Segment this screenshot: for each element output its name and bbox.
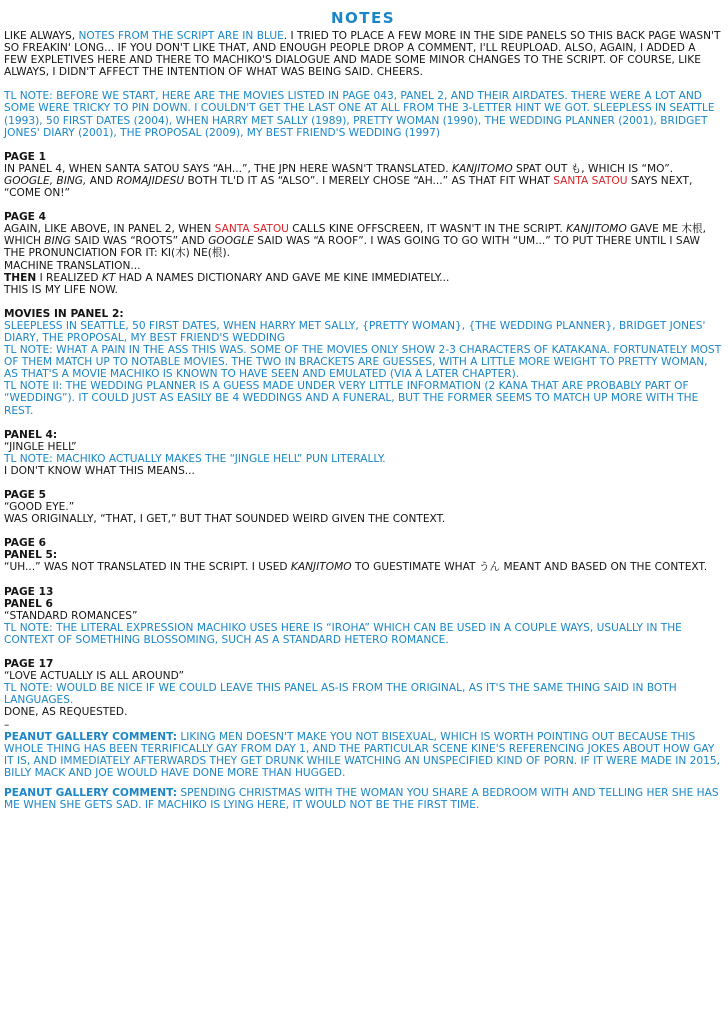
page4-heading: PAGE 4 <box>4 211 46 224</box>
panel4-note: TL NOTE: MACHIKO ACTUALLY MAKES THE “JINGLE HELL” PUN LITERALLY. <box>4 452 386 465</box>
panel4-comment: I DON'T KNOW WHAT THIS MEANS... <box>4 464 195 477</box>
page17-note: TL NOTE: WOULD BE NICE IF WE COULD LEAVE THIS PANEL AS-IS FROM THE ORIGINAL, AS IT'S THE SAME THING SAID IN BOTH LANGUAGES. <box>4 682 677 707</box>
page-title: NOTES <box>330 9 396 27</box>
tl-intro-note: TL NOTE: BEFORE WE START, HERE ARE THE MOVIES LISTED IN PAGE 043, PANEL 2, AND THEIR AIRDATES. THERE WERE A LOT AND SOME WERE TRICKY TO PIN DOWN. I COULDN'T GET THE LAST ONE AT ALL FROM THE 3-LETTER HINT WE GOT. SLEEPLESS IN SEATTLE (1993), 50 FIRST DATES (2004), WHEN HARRY MET SALLY (1989), PRETTY WOMAN (1990), THE WEDDING PLANNER (2001), BRIDGET JONES' DIARY (2001), THE PROPOSAL (2009), MY BEST FRIEND'S WEDDING (1997) <box>4 90 715 139</box>
page6-panel-heading: PANEL 5: <box>4 549 58 562</box>
page5-heading: PAGE 5 <box>4 489 46 501</box>
movies-heading: MOVIES IN PANEL 2: <box>4 307 124 320</box>
page13-panel-heading: PANEL 6 <box>4 597 53 610</box>
page1-text: IN PANEL 4, WHEN SANTA SATOU SAYS “AH...”, THE JPN HERE WASN'T TRANSLATED. KANJITOMO SPAT OUT も, WHICH IS “MO”. GOOGLE, BING, AND ROMAJIDESU BOTH TL'D IT AS “ALSO”. I MERELY CHOSE “AH...” AS THAT FIT WHAT SANTA SATOU SAYS NEXT, “COME ON!” <box>4 162 693 200</box>
page1-heading: PAGE 1 <box>4 150 46 163</box>
page13-heading: PAGE 13 <box>4 585 54 598</box>
movies-note-2: TL NOTE II: THE WEDDING PLANNER IS A GUESS MADE UNDER VERY LITTLE INFORMATION (2 KANA THAT ARE PROBABLY PART OF “WEDDING”). IT COULD JUST AS EASILY BE 4 WEDDINGS AND A FUNERAL, BUT THE FORMER SEEMS TO MATCH UP MORE WITH THE REST. <box>4 380 699 417</box>
page17-quote: “LOVE ACTUALLY IS ALL AROUND” <box>4 670 184 683</box>
intro-paragraph: LIKE ALWAYS, NOTES FROM THE SCRIPT ARE IN BLUE. I TRIED TO PLACE A FEW MORE IN THE SIDE PANELS SO THIS BACK PAGE WASN'T SO FREAKIN' LONG... IF YOU DON'T LIKE THAT, AND ENOUGH PEOPLE DROP A COMMENT, I'LL REUPLOAD. ALSO, AGAIN, I ADDED A FEW EXPLETIVES HERE AND THERE TO MACHIKO'S DIALOGUE AND MADE SOME MINOR CHANGES TO THE SCRIPT. OF COURSE, LIKE ALWAYS, I DIDN'T AFFECT THE INTENTION OF WHAT WAS BEING SAID. CHEERS. <box>4 30 721 79</box>
page17-done: DONE, AS REQUESTED. <box>4 706 128 719</box>
panel4-quote: “JINGLE HELL” <box>4 440 77 453</box>
peanut-comment-1: PEANUT GALLERY COMMENT: LIKING MEN DOESN'T MAKE YOU NOT BISEXUAL, WHICH IS WORTH POINTING OUT BECAUSE THIS WHOLE THING HAS BEEN TERRIFICALLY GAY FROM DAY 1, AND THE PARTICULAR SCENE KINE'S REFERENCING JOKES ABOUT HOW GAY IT IS, AND IMMEDIATELY AFTERWARDS THEY GET DRUNK WHILE WATCHING AN UNSPECIFIED KIND OF PORN. IF IT WERE MADE IN 2015, BILLY MACK AND JOE WOULD HAVE DONE MORE THAN HUGGED. <box>4 730 720 779</box>
page4-then-line: THEN I REALIZED KT HAD A NAMES DICTIONARY AND GAVE ME KINE IMMEDIATELY... <box>4 271 450 284</box>
page13-quote: “STANDARD ROMANCES” <box>4 609 138 622</box>
page4-text: AGAIN, LIKE ABOVE, IN PANEL 2, WHEN SANTA SATOU CALLS KINE OFFSCREEN, IT WASN'T IN THE SCRIPT. KANJITOMO GAVE ME 木根, WHICH BING SAID WAS “ROOTS” AND GOOGLE SAID WAS “A ROOF”. I WAS GOING TO GO WITH “UM...” TO PUT THERE UNTIL I SAW THE PRONUNCIATION FOR IT: KI(木) NE(根). <box>4 223 706 260</box>
page4-machine-translation: MACHINE TRANSLATION... <box>4 259 141 272</box>
page13-note: TL NOTE: THE LITERAL EXPRESSION MACHIKO USES HERE IS “IROHA” WHICH CAN BE USED IN A COUPLE WAYS, USUALLY IN THE CONTEXT OF SOMETHING BLOSSOMING, SUCH AS A STANDARD HETERO ROMANCE. <box>4 621 682 646</box>
santa-satou-name: SANTA SATOU <box>553 174 628 187</box>
page17-heading: PAGE 17 <box>4 658 54 671</box>
page6-heading: PAGE 6 <box>4 537 46 550</box>
page4-life-line: THIS IS MY LIFE NOW. <box>4 283 118 296</box>
santa-satou-name: SANTA SATOU <box>214 223 289 236</box>
section-divider: – <box>4 718 10 731</box>
page5-quote: “GOOD EYE.” <box>4 501 75 514</box>
page6-text: “UH...” WAS NOT TRANSLATED IN THE SCRIPT. I USED KANJITOMO TO GUESTIMATE WHAT うん MEANT AND BASED ON THE CONTEXT. <box>4 561 708 574</box>
blue-notes-label: NOTES FROM THE SCRIPT ARE IN BLUE <box>78 30 284 42</box>
peanut-comment-2: PEANUT GALLERY COMMENT: SPENDING CHRISTMAS WITH THE WOMAN YOU SHARE A BEDROOM WITH AND TELLING HER SHE HAS ME WHEN SHE GETS SAD. IF MACHIKO IS LYING HERE, IT WOULD NOT BE THE FIRST TIME. <box>4 786 719 812</box>
panel4-heading: PANEL 4: <box>4 428 58 441</box>
page5-text: WAS ORIGINALLY, “THAT, I GET,” BUT THAT SOUNDED WEIRD GIVEN THE CONTEXT. <box>4 513 446 526</box>
movies-list: SLEEPLESS IN SEATTLE, 50 FIRST DATES, WHEN HARRY MET SALLY, {PRETTY WOMAN}, {THE WEDDING PLANNER}, BRIDGET JONES' DIARY, THE PROPOSAL, MY BEST FRIEND'S WEDDING <box>4 319 706 344</box>
movies-note-1: TL NOTE: WHAT A PAIN IN THE ASS THIS WAS. SOME OF THE MOVIES ONLY SHOW 2-3 CHARACTERS OF KATAKANA. FORTUNATELY MOST OF THEM MATCH UP TO NOTABLE MOVIES. THE TWO IN BRACKETS ARE GUESSES, WITH A LITTLE MORE WEIGHT TO PRETTY WOMAN, AS THAT'S A MOVIE MACHIKO IS KNOWN TO HAVE SEEN AND EMULATED (VIA A LATER CHAPTER). <box>4 344 722 381</box>
